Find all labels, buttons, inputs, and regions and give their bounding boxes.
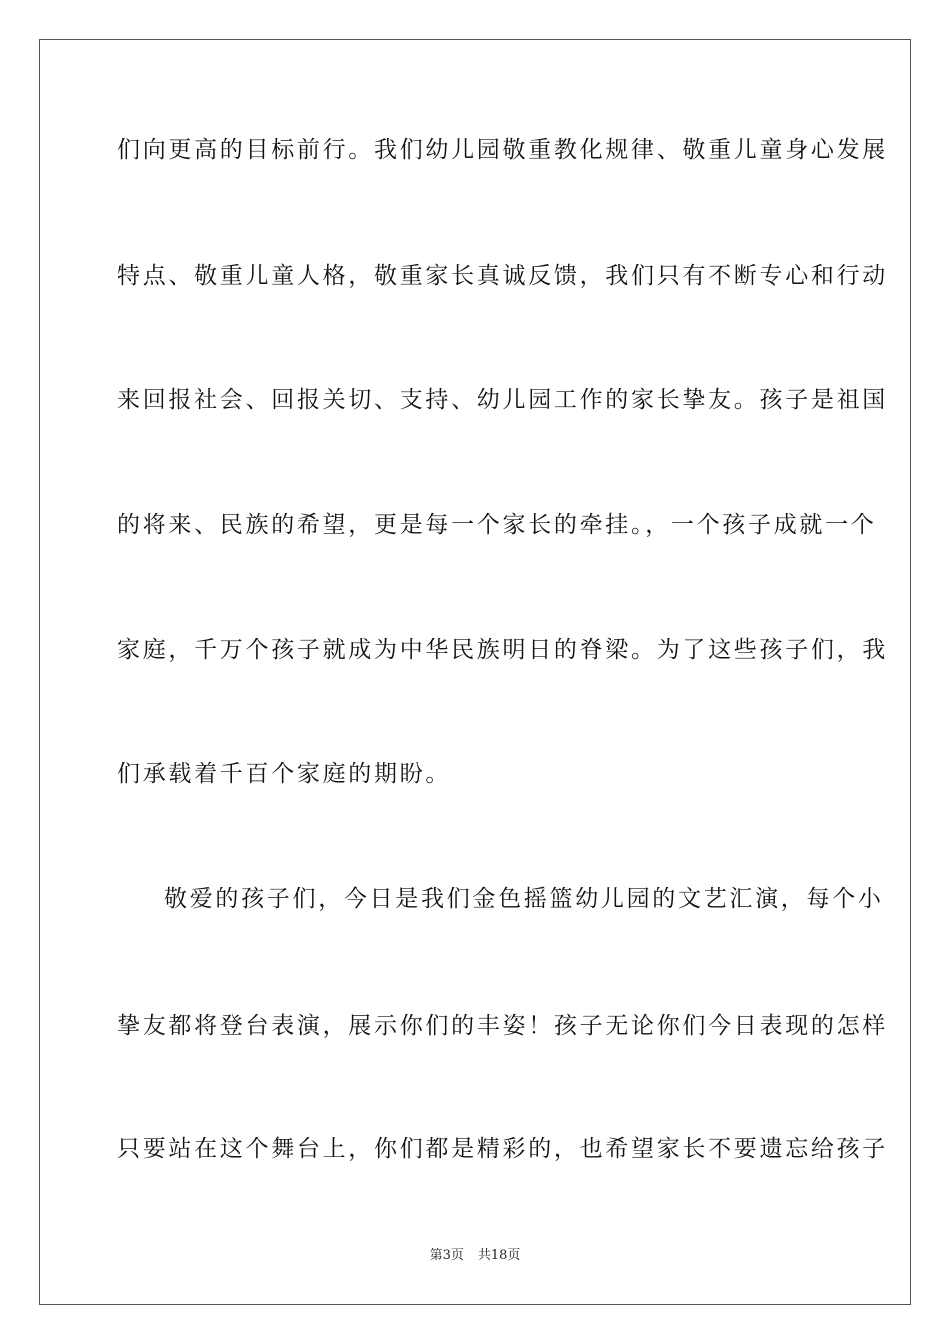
page-total: 共18页: [477, 1248, 521, 1263]
page-frame: [39, 39, 911, 1305]
text-line-7: 敬爱的孩子们，今日是我们金色摇篮幼儿园的文艺汇演，每个小: [164, 886, 884, 912]
text-line-1: 们向更高的目标前行。我们幼儿园敬重教化规律、敬重儿童身心发展: [117, 137, 888, 163]
text-line-9: 只要站在这个舞台上，你们都是精彩的，也希望家长不要遗忘给孩子: [117, 1136, 888, 1162]
text-line-6: 们承载着千百个家庭的期盼。: [117, 761, 452, 787]
text-line-4: 的将来、民族的希望，更是每一个家长的牵挂。，一个孩子成就一个: [117, 512, 877, 538]
text-line-3: 来回报社会、回报关切、支持、幼儿园工作的家长挚友。孩子是祖国: [117, 387, 888, 413]
text-line-5: 家庭，千万个孩子就成为中华民族明日的脊梁。为了这些孩子们，我: [117, 637, 888, 663]
text-line-8: 挚友都将登台表演，展示你们的丰姿！孩子无论你们今日表现的怎样: [117, 1013, 888, 1039]
page-footer: [0, 1248, 950, 1264]
text-line-2: 特点、敬重儿童人格，敬重家长真诚反馈，我们只有不断专心和行动: [117, 263, 888, 289]
page-number: 第3页: [429, 1248, 464, 1263]
